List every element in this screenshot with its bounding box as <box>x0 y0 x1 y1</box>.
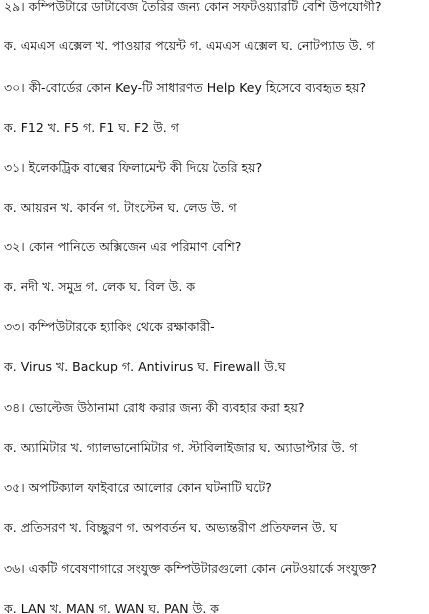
question-29: ২৯। কম্পিউটারে ডাটাবেজ তৈরির জন্য কোন সফটওয়্যারটি বেশি উপযোগী? <box>4 0 382 14</box>
question-30: ৩০। কী-বোর্ডের কোন Key-টি সাধারণত Help Key হিসেবে ব্যবহৃত হয়? <box>4 80 367 95</box>
answer-35: ক. প্রতিসরণ খ. বিচ্ছুরণ গ. অপবর্তন ঘ. অভ্যন্তরীণ প্রতিফলন উ. ঘ <box>4 520 338 535</box>
question-31: ৩১। ইলেকট্রিক বাল্বের ফিলামেন্ট কী দিয়ে তৈরি হয়? <box>4 160 263 175</box>
answer-36: ক. LAN খ. MAN গ. WAN ঘ. PAN উ. ক <box>4 601 220 614</box>
question-32: ৩২। কোন পানিতে অক্সিজেন এর পরিমাণ বেশি? <box>4 239 242 254</box>
answer-31: ক. আয়রন খ. কার্বন গ. টাংস্টেন ঘ. লেড উ. গ <box>4 200 237 215</box>
answer-29: ক. এমএস এক্সেল খ. পাওয়ার পয়েন্ট গ. এমএস এক্সেল ঘ. নোটপ্যাড উ. গ <box>4 38 375 53</box>
answer-33: ক. Virus খ. Backup গ. Antivirus ঘ. Firewall উ.ঘ <box>4 359 286 374</box>
question-36: ৩৬। একটি গবেষণাগারে সংযুক্ত কম্পিউটারগুলো কোন নেটওয়ার্কে সংযুক্ত? <box>4 561 377 576</box>
answer-32: ক. নদী খ. সমুদ্র গ. লেক ঘ. বিল উ. ক <box>4 279 196 294</box>
answer-34: ক. অ্যামিটার খ. গ্যালভানোমিটার গ. স্টাবিলাইজার ঘ. অ্যাডাপ্টার উ. গ <box>4 440 358 455</box>
question-35: ৩৫। অপটিক্যাল ফাইবারে আলোর কোন ঘটনাটি ঘটে? <box>4 480 272 495</box>
question-34: ৩৪। ভোল্টেজ উঠানামা রোধ করার জন্য কী ব্যবহার করা হয়? <box>4 400 305 415</box>
answer-30: ক. F12 খ. F5 গ. F1 ঘ. F2 উ. গ <box>4 120 179 135</box>
question-33: ৩৩। কম্পিউটারকে হ্যাকিং থেকে রক্ষাকারী- <box>4 319 215 334</box>
